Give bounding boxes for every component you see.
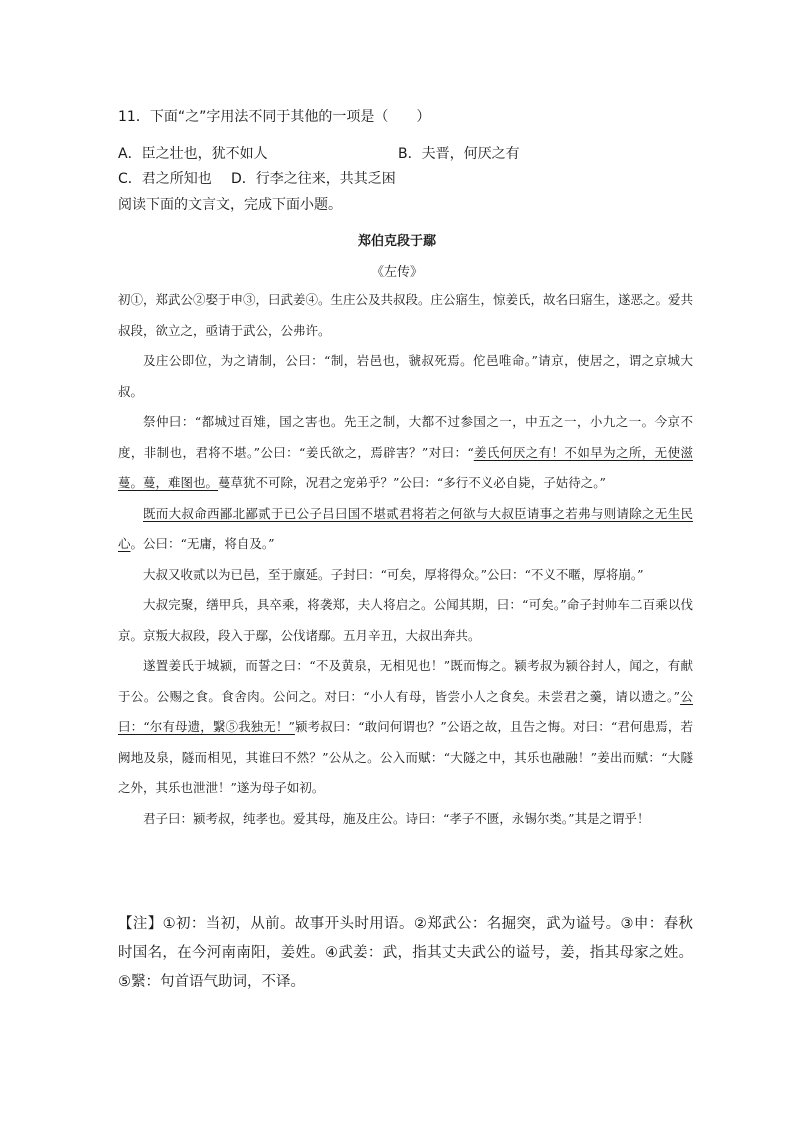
paragraph-2: 及庄公即位，为之请制，公曰：“制，岩邑也，虢叔死焉。佗邑唯命。”请京，使居之，谓之京城大叔。 — [118, 353, 693, 399]
option-c: C．君之所知也 — [118, 171, 212, 187]
passage-body — [118, 285, 693, 834]
paragraph-8: 君子曰：颍考叔，纯孝也。爱其母，施及庄公。诗曰：“孝子不匮，永锡尔类。”其是之谓乎！ — [143, 810, 650, 826]
option-a: A．臣之壮也，犹不如人 — [118, 146, 268, 162]
paragraph-7 — [118, 651, 693, 804]
paragraph-3-part-a: 祭仲曰：“都城过百雉，国之害也。先王之制，大都不过参国之一，中五之一，小九之一。今京不度，非制也，君将不堪。”公曰：“姜氏欲之，焉辟害？”对曰：“ — [118, 414, 693, 460]
paragraph-3-part-b: 蔓草犹不可除，况君之宠弟乎？”公曰：“多行不义必自毙，子姑待之。” — [218, 475, 606, 490]
underlined-unpunctuated-sentence: 既而大叔命西鄙北鄙贰于已公子吕曰国不堪贰君将若之何欲与大叔臣请事之若弗与则请除之无生民心 — [118, 505, 693, 551]
option-d: D．行李之往来，共其乏困 — [231, 171, 396, 187]
option-b: B．夫晋，何厌之有 — [398, 146, 520, 162]
footnote: 【注】①初：当初，从前。故事开头时用语。②郑武公：名掘突，武为谥号。③申：春秋时国名，在今河南南阳，姜姓。④武姜：武，指其丈夫武公的谥号，姜，指其母家之姓。⑤繄：句首语气助词，不译。 — [118, 916, 693, 990]
paragraph-7-part-b: 颍考叔曰：“敢问何谓也？”公语之故，且告之悔。对曰：“君何患焉，若阙地及泉，隧而相见，其谁曰不然？”公从之。公入而赋：“大隧之中，其乐也融融！”姜出而赋：“大隧之外，其乐也泄泄！”遂为母子如初。 — [118, 719, 693, 795]
paragraph-4 — [118, 499, 693, 560]
passage-title: 郑伯克段于鄢 — [357, 234, 436, 249]
paragraph-5: 大叔又收贰以为已邑，至于廪延。子封曰：“可矣，厚将得众。”公曰：“不义不暱，厚将崩。” — [143, 566, 644, 582]
passage-source: 《左传》 — [370, 265, 423, 280]
paragraph-4-part-b: 。公曰：“无庸，将自及。” — [130, 536, 275, 551]
paragraph-6: 大叔完聚，缮甲兵，具卒乘，将袭郑，夫人将启之。公闻其期，曰：“可矣。”命子封帅车二百乘以伐京。京叛大叔段，段入于鄢，公伐诸鄢。五月辛丑，大叔出奔共。 — [118, 597, 693, 643]
underlined-sentence-1: 姜氏何厌之有！不如早为之所，无使滋蔓。蔓，难图也。 — [118, 444, 693, 490]
underlined-sentence-2: 公曰：“尔有母遗，繄⑤我独无！” — [118, 688, 693, 734]
paragraph-1: 初①，郑武公②娶于申③，曰武姜④。生庄公及共叔段。庄公寤生，惊姜氏，故名曰寤生，遂恶之。爱共叔段，欲立之，亟请于武公，公弗许。 — [118, 292, 694, 338]
question-stem: 11．下面“之”字用法不同于其他的一项是（ ） — [118, 109, 431, 125]
paragraph-3 — [118, 407, 693, 499]
paragraph-7-part-a: 遂置姜氏于城颍，而誓之曰：“不及黄泉，无相见也！”既而悔之。颍考叔为颍谷封人，闻之，有献于公。公赐之食。食舍肉。公问之。对曰：“小人有母，皆尝小人之食矣。未尝君之羹，请以遗之。” — [118, 658, 693, 704]
reading-instruction: 阅读下面的文言文，完成下面小题。 — [118, 197, 342, 213]
